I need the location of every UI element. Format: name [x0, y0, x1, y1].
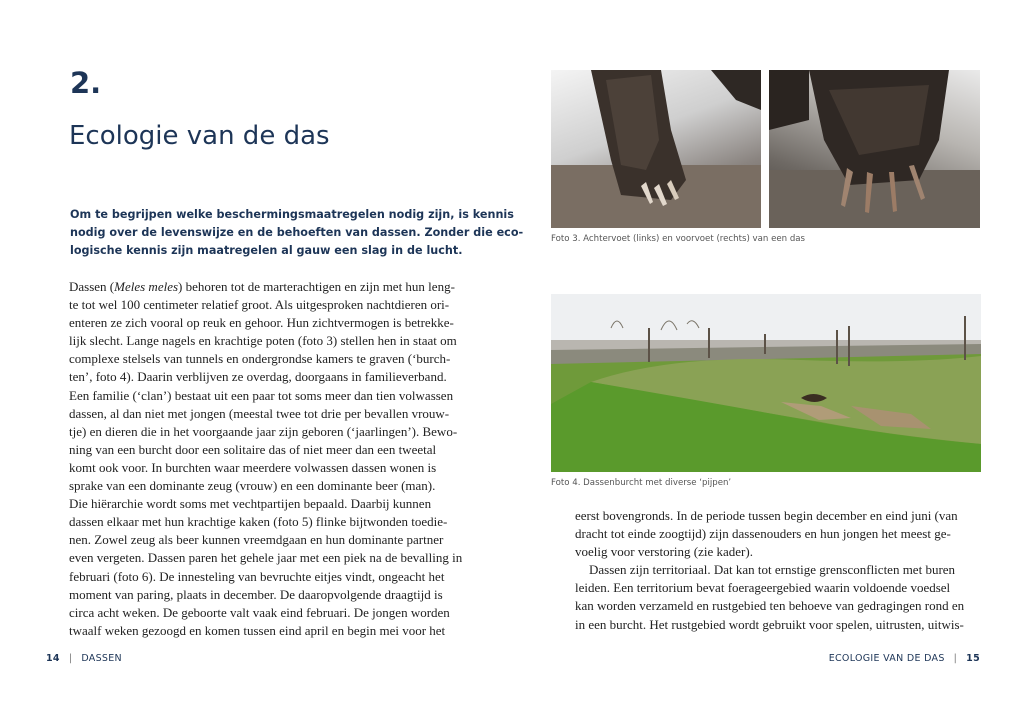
- body-line: enteren ze zich vooral op reuk en gehoor. Hun zichtvermogen is betrekke-: [69, 315, 454, 331]
- body-line: eerst bovengronds. In de periode tussen begin december en eind juni (van: [575, 508, 958, 523]
- photo-badger-sett: [551, 294, 981, 472]
- body-line: februari (foto 6). De innesteling van bevruchte eitjes vindt, ongeacht het: [69, 568, 445, 584]
- body-line: te tot wel 100 centimeter relatief groot. Als uitgesproken nachtdieren ori-: [69, 297, 450, 313]
- intro-line: logische kennis zijn maatregelen al gauw een slag in de lucht.: [70, 244, 463, 257]
- body-line: lijk slecht. Lange nagels en krachtige poten (foto 3) stellen hen in staat om: [69, 333, 457, 349]
- body-line: in een burcht. Het rustgebied wordt gebruikt voor spelen, uitrusten, uitwis-: [575, 616, 964, 632]
- body-line: Een familie (‘clan’) bestaat uit een paar tot soms meer dan tien volwassen: [69, 387, 454, 403]
- body-line: ning van een burcht door een solitaire das of niet meer dan een tweetal: [69, 441, 437, 457]
- body-line: voelig voor verstoring (zie kader).: [575, 544, 753, 560]
- chapter-number: 2.: [70, 66, 102, 100]
- body-line: leiden. Een territorium bevat foerageergebied waarin voldoende voedsel: [575, 580, 951, 596]
- body-text-right: [575, 507, 965, 634]
- running-header: ECOLOGIE VAN DE DAS: [828, 653, 945, 664]
- body-line: circa acht weken. De geboorte valt vaak eind februari. De jongen worden: [69, 604, 450, 620]
- body-line: moment van paring, plaats in december. De daaropvolgende draagtijd is: [69, 586, 443, 602]
- body-line: sprake van een dominante zeug (vrouw) en een dominante beer (man).: [69, 478, 436, 494]
- footer-separator: |: [68, 653, 73, 664]
- body-line: twaalf weken gezoogd en komen tussen eind april en begin mei voor het: [69, 622, 446, 638]
- body-line: Dassen (Meles meles) behoren tot de marterachtigen en zijn met hun leng-: [69, 279, 455, 294]
- footer-separator: |: [953, 653, 958, 664]
- body-line: complexe stelsels van tunnels en ondergrondse kamers te graven (‘burch-: [69, 351, 451, 367]
- body-line: ten’, foto 4). Daarin verblijven ze overdag, doorgaans in familieverband.: [69, 369, 447, 385]
- body-line: tje) en dieren die in het voorgaande jaar zijn geboren (‘jaarlingen’). Bewo-: [69, 423, 458, 439]
- photo-hind-foot: [551, 70, 761, 228]
- right-page: [512, 0, 1024, 716]
- page-number: 14: [46, 653, 60, 664]
- body-line: nen. Zowel zeug als beer kunnen vreemdgaan en hun dominante partner: [69, 532, 444, 548]
- body-line: dassen elkaar met hun krachtige kaken (foto 5) flinke bijtwonden toedie-: [69, 514, 448, 530]
- running-header: DASSEN: [81, 653, 122, 664]
- footer-right: [829, 653, 980, 664]
- body-line: komt ook voor. In burchten waar meerdere volwassen dassen wonen is: [69, 459, 437, 475]
- body-line: Die hiërarchie wordt soms met vechtpartijen bepaald. Daarbij kunnen: [69, 496, 432, 512]
- body-line: even vergeten. Dassen paren het gehele jaar met een piek na de bevalling in: [69, 550, 463, 566]
- photo-fore-foot: [769, 70, 980, 228]
- body-line: dassen, al dan niet met jongen (meestal twee tot drie per bevallen vrouw-: [69, 405, 450, 421]
- page-number: 15: [966, 653, 980, 664]
- body-line: Dassen zijn territoriaal. Dat kan tot ernstige grensconflicten met buren: [589, 562, 956, 578]
- photo3-caption: Foto 3. Achtervoet (links) en voorvoet (rechts) van een das: [551, 234, 806, 244]
- body-line: dracht tot einde zoogtijd) zijn dassenouders en hun jongen het meest ge-: [575, 526, 951, 542]
- footer-left: [46, 653, 122, 664]
- intro-line: Om te begrijpen welke beschermingsmaatregelen nodig zijn, is kennis: [70, 208, 514, 221]
- intro-paragraph: [70, 206, 524, 260]
- body-line: kan worden verzameld en rustgebied ten behoeve van gedragingen rond en: [575, 598, 965, 614]
- body-text-left: [69, 278, 463, 640]
- photo4-caption: Foto 4. Dassenburcht met diverse ‘pijpen’: [551, 478, 732, 488]
- intro-line: nodig over de levenswijze en de behoeften van dassen. Zonder die eco-: [70, 226, 524, 239]
- chapter-title: Ecologie van de das: [69, 121, 330, 151]
